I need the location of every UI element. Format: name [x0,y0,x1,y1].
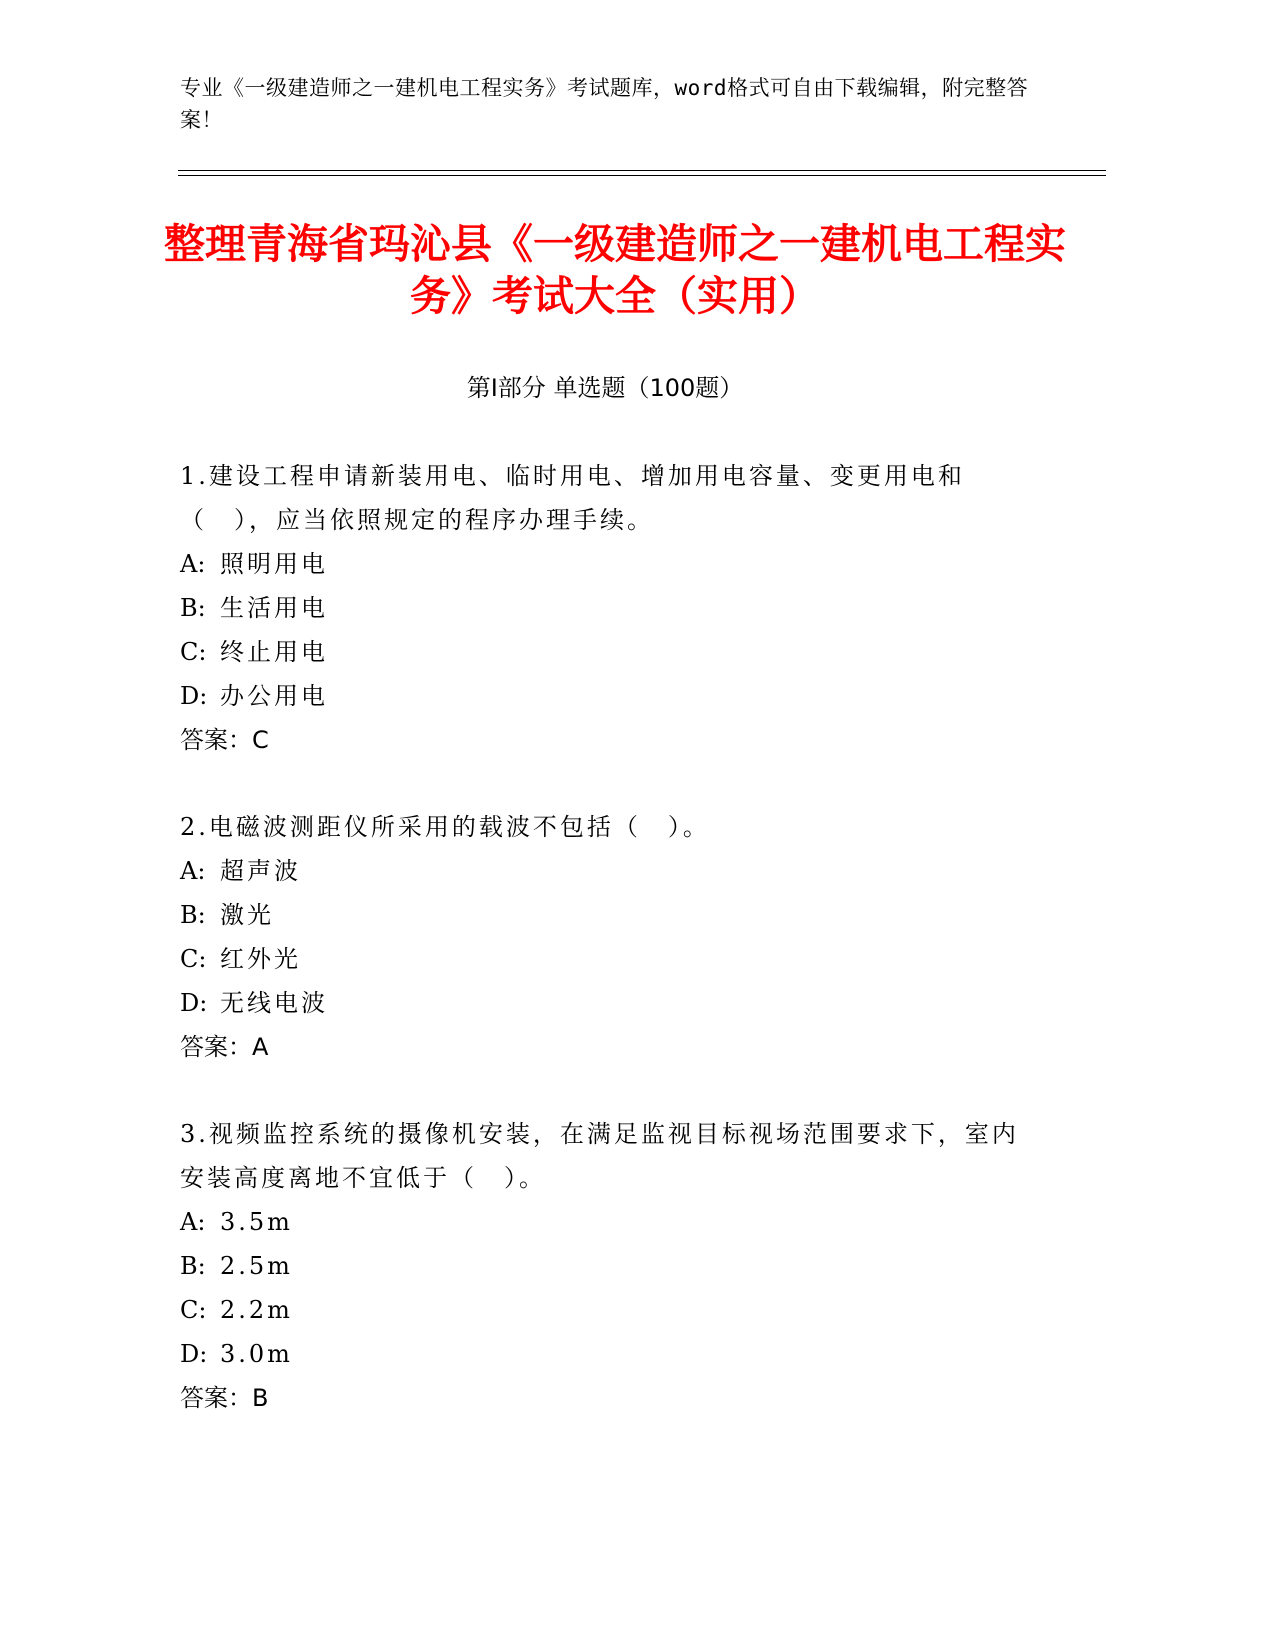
option-text: 终止用电 [220,638,328,666]
option-c [180,630,1020,674]
answer: 答案：A [180,1033,269,1061]
option-text: 照明用电 [220,550,328,578]
header-divider-bottom [178,175,1106,176]
document-title: 整理青海省玛沁县《一级建造师之一建机电工程实务》考试大全（实用） [164,220,1066,320]
option-c [180,937,1020,981]
option-text: 生活用电 [220,594,328,622]
option-text: 激光 [220,901,274,929]
option-letter: A: [180,857,206,885]
question-1 [180,454,1020,762]
option-d [180,1332,1020,1376]
option-letter: A: [180,1208,206,1236]
answer: 答案：C [180,726,269,754]
option-text: 超声波 [220,857,301,885]
option-letter: B: [180,594,206,622]
option-a [180,1200,1020,1244]
option-b [180,893,1020,937]
option-letter: C: [180,1296,207,1324]
option-text: 2.2m [220,1296,293,1324]
option-letter: A: [180,550,206,578]
section-title: 第Ⅰ部分 单选题（100题） [466,374,744,402]
question-text: 3.视频监控系统的摄像机安装，在满足监视目标视场范围要求下，室内安装高度离地不宜低于（ ）。 [180,1120,1019,1192]
option-letter: D: [180,1340,208,1368]
option-letter: C: [180,945,207,973]
option-c [180,1288,1020,1332]
option-letter: B: [180,1252,206,1280]
option-a [180,542,1020,586]
option-b [180,586,1020,630]
option-text: 办公用电 [220,682,328,710]
option-d [180,674,1020,718]
header-divider-top [178,170,1106,171]
option-d [180,981,1020,1025]
option-text: 2.5m [220,1252,293,1280]
option-letter: B: [180,901,206,929]
option-a [180,849,1020,893]
option-text: 3.0m [220,1340,293,1368]
question-3 [180,1112,1020,1420]
option-letter: C: [180,638,207,666]
option-letter: D: [180,989,208,1017]
option-text: 无线电波 [220,989,328,1017]
answer: 答案：B [180,1384,269,1412]
header-note: 专业《一级建造师之一建机电工程实务》考试题库，word格式可自由下载编辑，附完整答案！ [180,76,1029,132]
option-letter: D: [180,682,208,710]
question-2 [180,805,1020,1069]
option-b [180,1244,1020,1288]
option-text: 3.5m [220,1208,293,1236]
question-text: 1.建设工程申请新装用电、临时用电、增加用电容量、变更用电和（ ），应当依照规定的程序办理手续。 [180,462,965,534]
question-text: 2.电磁波测距仪所采用的载波不包括（ ）。 [180,813,710,841]
option-text: 红外光 [220,945,301,973]
question-list [180,454,1020,1463]
